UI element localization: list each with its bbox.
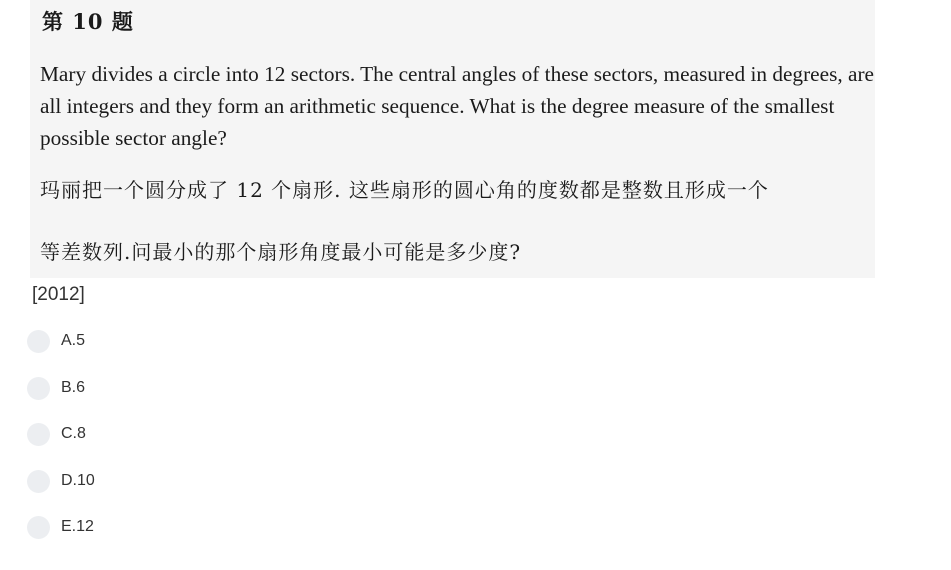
option-label: C.8 [61,425,86,442]
radio-button-icon[interactable] [27,516,50,539]
option-c[interactable] [27,423,227,447]
option-e[interactable] [27,516,227,540]
question-text-english: Mary divides a circle into 12 sectors. The central angles of these sectors, measured in degrees, are all integers and they form an arithmetic sequence. What is the degree measure of the smallest possible sector angle? [40,62,875,150]
radio-button-icon[interactable] [27,330,50,353]
option-label: E.12 [61,518,94,535]
radio-button-icon[interactable] [27,423,50,446]
radio-button-icon[interactable] [27,377,50,400]
option-a[interactable] [27,330,227,354]
option-b[interactable] [27,377,227,401]
question-number: 第 10 题 [42,9,134,34]
radio-button-icon[interactable] [27,470,50,493]
question-year: [2012] [32,284,85,305]
question-image [30,0,875,278]
option-label: B.6 [61,379,86,396]
option-d[interactable] [27,470,227,494]
question-text-chinese-line-1: 玛丽把一个圆分成了 12 个扇形. 这些扇形的圆心角的度数都是整数且形成一个 [40,178,769,202]
option-label: A.5 [61,332,86,349]
option-label: D.10 [61,472,95,489]
question-text-chinese-line-2: 等差数列.问最小的那个扇形角度最小可能是多少度? [40,240,522,264]
